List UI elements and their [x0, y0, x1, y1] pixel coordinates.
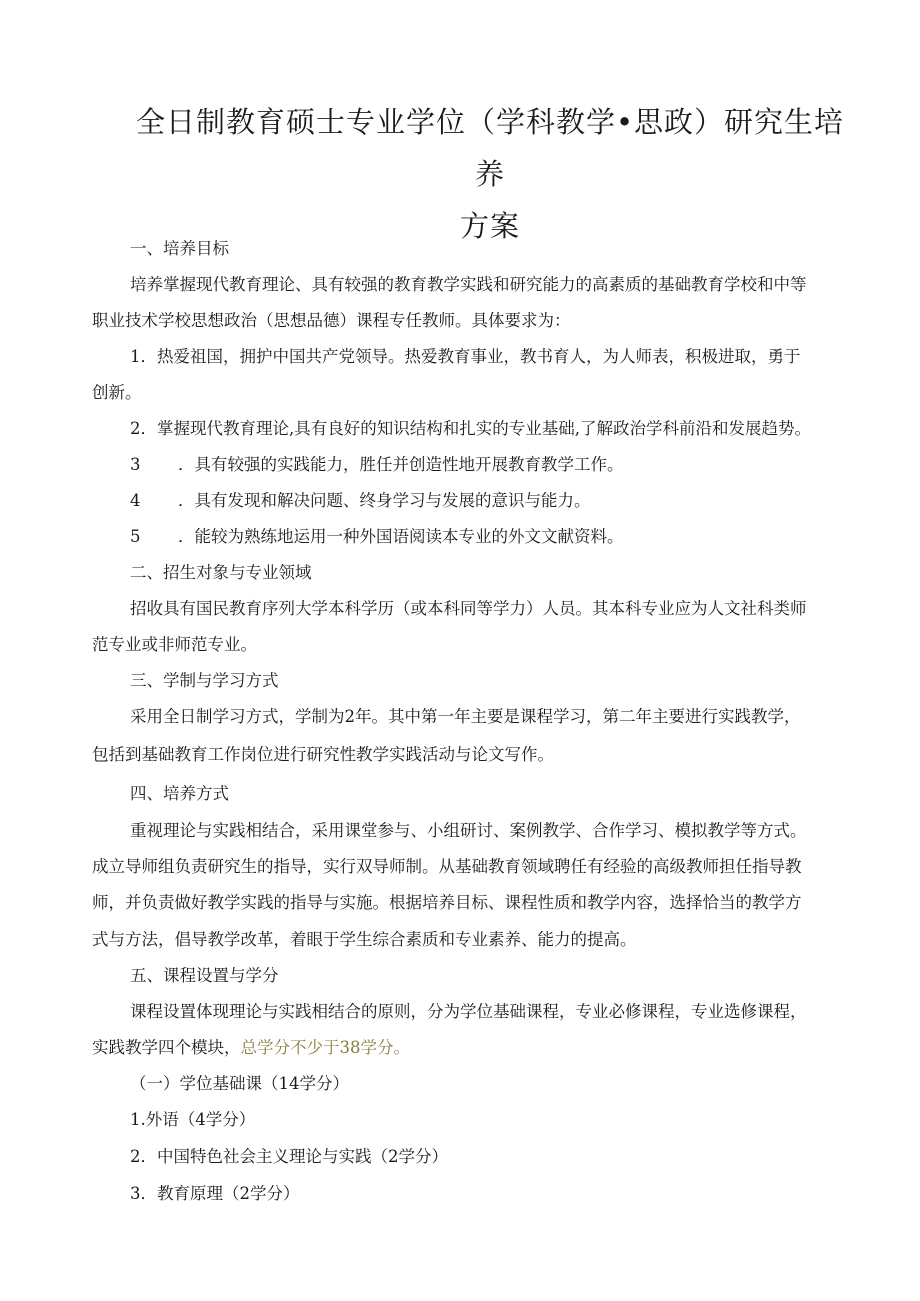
paragraph-line	[92, 1037, 410, 1059]
list-item	[130, 526, 624, 548]
section-heading: 一、培养目标	[130, 239, 229, 258]
paragraph-line: 培养掌握现代教育理论、具有较强的教育教学实践和研究能力的高素质的基础教育学校和中等	[130, 275, 807, 294]
list-number: 4	[130, 491, 141, 510]
title-line-2: 方案	[459, 209, 520, 243]
list-text: ．具有发现和解决问题、终身学习与发展的意识与能力。	[178, 491, 591, 510]
list-item	[130, 454, 624, 476]
paragraph-line: 创新。	[92, 383, 142, 402]
paragraph-line: 师，并负责做好教学实践的指导与实施。根据培养目标、课程性质和教学内容，选择恰当的教学方	[92, 893, 802, 912]
highlighted-credit-text: 总学分不少于38学分。	[240, 1038, 410, 1057]
list-item: 2．掌握现代教育理论,具有良好的知识结构和扎实的专业基础,了解政治学科前沿和发展趋势。	[130, 419, 811, 438]
text-run: 实践教学四个模块，	[92, 1038, 241, 1057]
title-line-1: 全日制教育硕士专业学位（学科教学•思政）研究生培养	[135, 105, 845, 191]
course-item: 2．中国特色社会主义理论与实践（2学分）	[130, 1147, 448, 1166]
course-item: 1.外语（4学分）	[130, 1110, 256, 1129]
section-heading: 四、培养方式	[130, 784, 229, 803]
list-item	[130, 490, 591, 512]
course-item: 3．教育原理（2学分）	[130, 1184, 300, 1203]
paragraph-line: 成立导师组负责研究生的指导，实行双导师制。从基础教育领域聘任有经验的高级教师担任指导教	[92, 857, 802, 876]
paragraph-line: 采用全日制学习方式，学制为2年。其中第一年主要是课程学习，第二年主要进行实践教学，	[130, 707, 801, 726]
paragraph-line: 课程设置体现理论与实践相结合的原则，分为学位基础课程，专业必修课程，专业选修课程，	[130, 1002, 807, 1021]
subsection-heading: （一）学位基础课（14学分）	[130, 1074, 349, 1093]
list-item: 1．热爱祖国，拥护中国共产党领导。热爱教育事业，教书育人，为人师表，积极进取，勇于	[130, 347, 801, 366]
list-number: 5	[130, 527, 141, 546]
list-text: ．具有较强的实践能力，胜任并创造性地开展教育教学工作。	[178, 455, 624, 474]
list-number: 3	[130, 455, 141, 474]
paragraph-line: 范专业或非师范专业。	[92, 635, 257, 654]
list-text: ．能较为熟练地运用一种外国语阅读本专业的外文文献资料。	[178, 527, 624, 546]
paragraph-line: 包括到基础教育工作岗位进行研究性教学实践活动与论文写作。	[92, 745, 554, 764]
section-heading: 五、课程设置与学分	[130, 966, 279, 985]
section-heading: 二、招生对象与专业领域	[130, 563, 312, 582]
paragraph-line: 招收具有国民教育序列大学本科学历（或本科同等学力）人员。其本科专业应为人文社科类师	[130, 599, 807, 618]
paragraph-line: 重视理论与实践相结合，采用课堂参与、小组研讨、案例教学、合作学习、模拟教学等方式。	[130, 821, 807, 840]
document-title	[130, 96, 850, 252]
paragraph-line: 式与方法，倡导教学改革，着眼于学生综合素质和专业素养、能力的提高。	[92, 930, 637, 949]
paragraph-line: 职业技术学校思想政治（思想品德）课程专任教师。具体要求为：	[92, 311, 571, 330]
section-heading: 三、学制与学习方式	[130, 671, 279, 690]
